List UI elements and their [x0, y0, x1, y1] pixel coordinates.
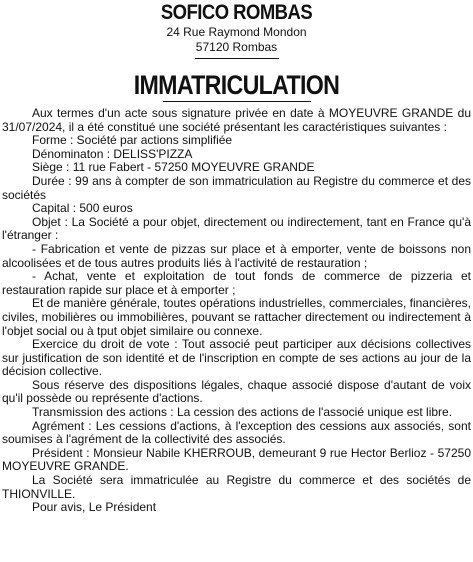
- notice-body: [2, 107, 471, 515]
- address-line-1: 24 Rue Raymond Mondon: [166, 25, 307, 39]
- notice-title: IMMATRICULATION: [133, 70, 340, 100]
- paragraph-capital: Capital : 500 euros: [32, 201, 133, 216]
- paragraph-immatriculation: La Société sera immatriculée au Registre du commerce et des sociétés de THIONVILLE.: [2, 473, 471, 501]
- paragraph-forme: Forme : Société par actions simplifiée: [32, 133, 233, 148]
- paragraph-siege: Siège : 11 rue Fabert - 57250 MOYEUVRE GRANDE: [32, 160, 315, 175]
- paragraph-agrement: Agrément : Les cessions d'actions, à l'exception des cessions aux associés, sont soumises à l'agrément de la collectivité des associés.: [2, 418, 471, 447]
- divider-short: [195, 58, 279, 59]
- paragraph-intro: Aux termes d'un acte sous signature privée en date à MOYEUVRE GRANDE du 31/07/2024, il a été constitué une société présentant les caractéristiques suivantes :: [2, 106, 471, 134]
- paragraph-objet-item-1: - Fabrication et vente de pizzas sur place et à emporter, vente de boissons non alcoolisées et de tous autres produits liés à l'activité de restauration ;: [2, 241, 471, 270]
- paragraph-general: Et de manière générale, toutes opérations industrielles, commerciales, financières, civiles, mobilières ou immobilières, pouvant se rattacher directement ou indirectement à l'objet social ou à tput objet similaire ou connexe.: [2, 296, 471, 338]
- paragraph-transmission: Transmission des actions : La cession des actions de l'associé unique est libre.: [32, 405, 453, 420]
- divider-long: [163, 101, 311, 102]
- paragraph-vote: Exercice du droit de vote : Tout associé peut participer aux décisions collectives sur justification de son identité et de l'inscription en compte de ses actions au jour de la décision collective.: [2, 337, 471, 379]
- paragraph-president: Président : Monsieur Nabile KHERROUB, demeurant 9 rue Hector Berlioz - 57250 MOYEUVRE GRANDE.: [2, 445, 471, 474]
- paragraph-objet: Objet : La Société a pour objet, directement ou indirectement, tant en France qu'à l'étranger :: [2, 214, 471, 243]
- company-name: SOFICO ROMBAS: [160, 1, 313, 24]
- legal-notice: [0, 1, 473, 562]
- paragraph-duree: Durée : 99 ans à compter de son immatriculation au Registre du commerce et des sociétés: [2, 173, 471, 202]
- paragraph-voix: Sous réserve des dispositions légales, chaque associé dispose d'autant de voix qu'il possède ou représente d'actions.: [2, 377, 471, 406]
- paragraph-signature: Pour avis, Le Président: [32, 500, 157, 515]
- address-line-2: 57120 Rombas: [195, 40, 278, 54]
- paragraph-denomination: Dénominaton : DELISS'PIZZA: [32, 146, 193, 161]
- paragraph-objet-item-2: - Achat, vente et exploitation de tout fonds de commerce de pizzeria et restauration rapide sur place et à emporter ;: [2, 269, 471, 297]
